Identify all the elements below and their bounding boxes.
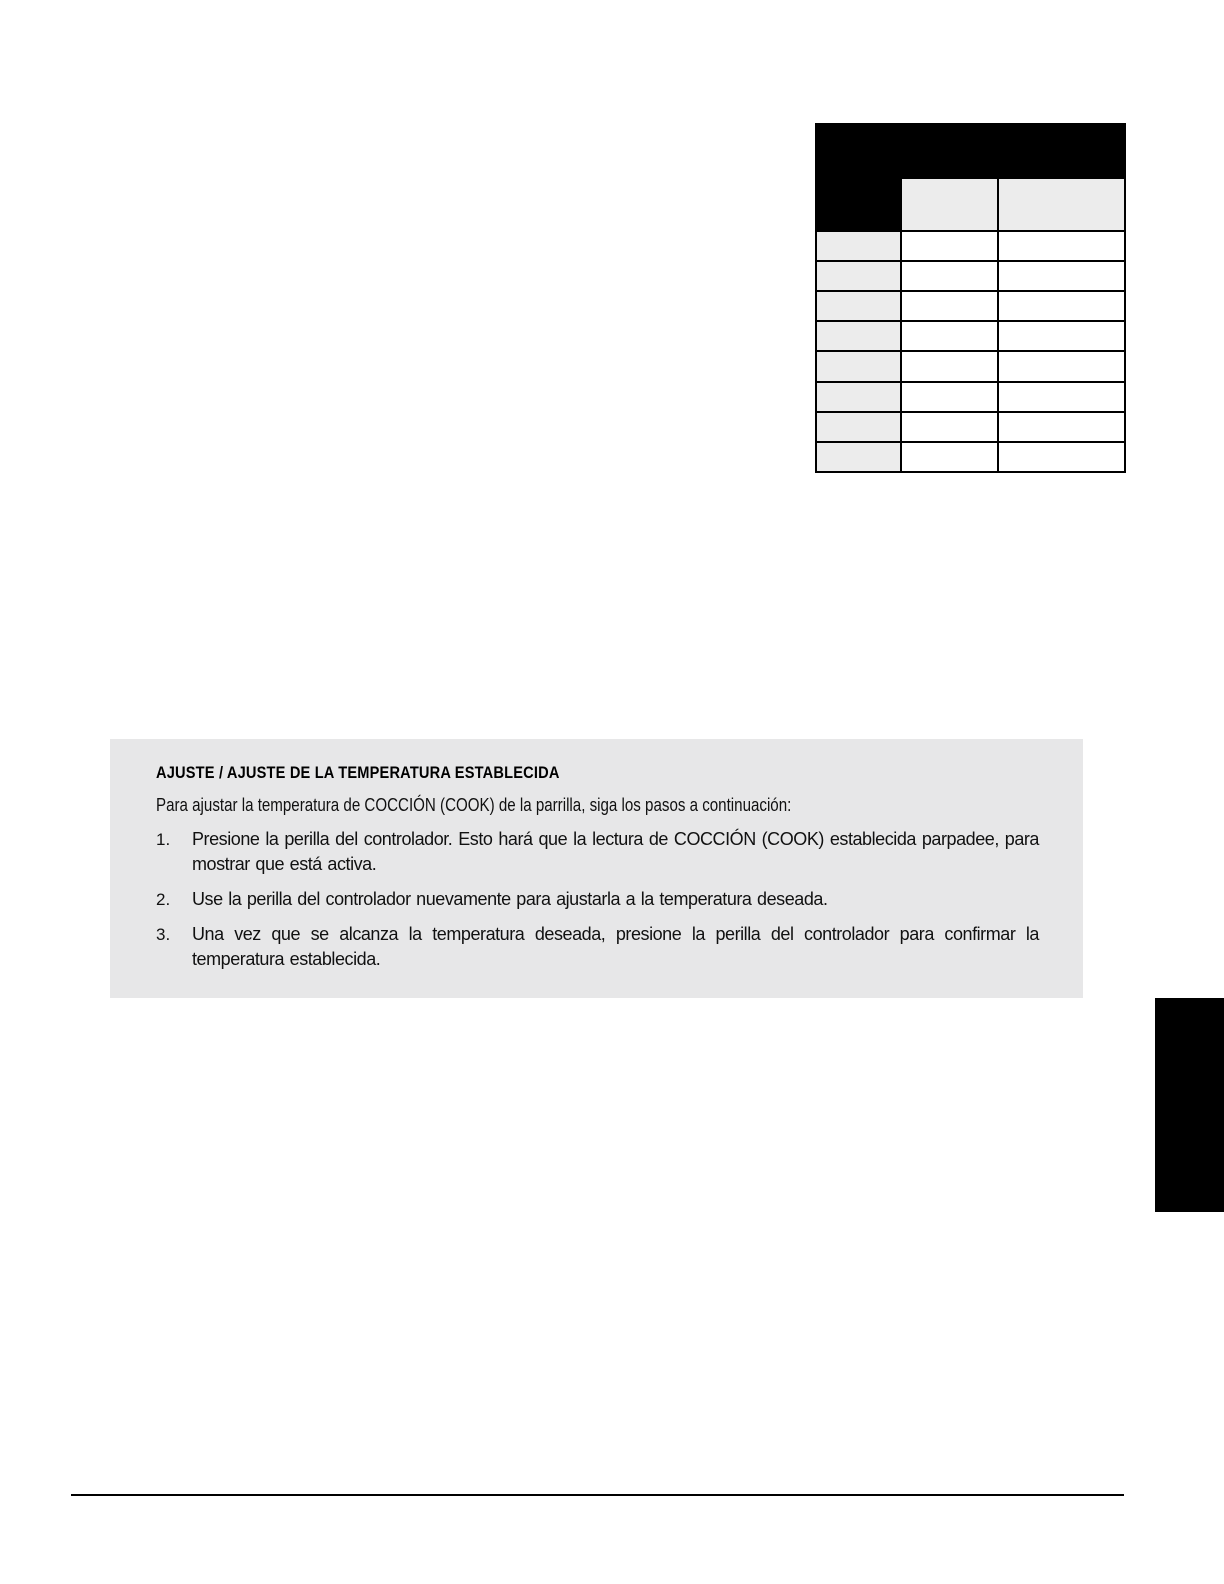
table-cell	[816, 351, 901, 381]
table-cell	[816, 291, 901, 321]
table-main-header	[901, 124, 1125, 178]
table-row	[816, 321, 1125, 351]
step-item	[156, 887, 1039, 912]
table-row	[816, 351, 1125, 381]
step-item	[156, 827, 1039, 877]
table-cell	[998, 291, 1125, 321]
step-number: 2.	[156, 890, 171, 909]
table-cell	[816, 231, 901, 261]
step-text: Use la perilla del controlador nuevamente para ajustarla a la temperatura deseada.	[192, 889, 828, 909]
table-cell	[816, 261, 901, 291]
step-number: 3.	[156, 925, 171, 944]
table-cell	[998, 321, 1125, 351]
table-cell	[816, 382, 901, 412]
table-cell	[998, 412, 1125, 442]
temperature-table	[815, 123, 1126, 473]
table-cell	[901, 321, 998, 351]
table-cell	[901, 442, 998, 472]
step-text: Una vez que se alcanza la temperatura deseada, presione la perilla del controlador para confirmar la temperatura establecida.	[192, 924, 1039, 969]
table-cell	[998, 261, 1125, 291]
table-cell	[816, 442, 901, 472]
table-cell	[901, 382, 998, 412]
section-edge-tab	[1155, 998, 1224, 1212]
step-item	[156, 922, 1039, 972]
table-row	[816, 291, 1125, 321]
table-corner-header	[816, 124, 901, 231]
table-cell	[901, 231, 998, 261]
table-cell	[998, 351, 1125, 381]
table-cell	[901, 412, 998, 442]
instruction-box	[110, 739, 1083, 998]
table-cell	[816, 321, 901, 351]
table-cell	[901, 351, 998, 381]
table-row	[816, 412, 1125, 442]
table-row	[816, 261, 1125, 291]
table-cell	[816, 412, 901, 442]
instruction-intro: Para ajustar la temperatura de COCCIÓN (COOK) de la parrilla, siga los pasos a continuación:	[156, 795, 792, 815]
footer-divider	[71, 1494, 1124, 1496]
table-cell	[998, 442, 1125, 472]
table-cell	[901, 261, 998, 291]
table-subheader-1	[901, 178, 998, 231]
table-cell	[998, 231, 1125, 261]
table-row	[816, 442, 1125, 472]
instruction-steps	[156, 827, 1039, 972]
table-cell	[901, 291, 998, 321]
table-row	[816, 231, 1125, 261]
step-text: Presione la perilla del controlador. Esto hará que la lectura de COCCIÓN (COOK) establecida parpadee, para mostrar que está activa.	[192, 829, 1039, 874]
instruction-title: AJUSTE / AJUSTE DE LA TEMPERATURA ESTABLECIDA	[156, 763, 560, 782]
step-number: 1.	[156, 830, 171, 849]
table-subheader-2	[998, 178, 1125, 231]
table-row	[816, 382, 1125, 412]
table-cell	[998, 382, 1125, 412]
